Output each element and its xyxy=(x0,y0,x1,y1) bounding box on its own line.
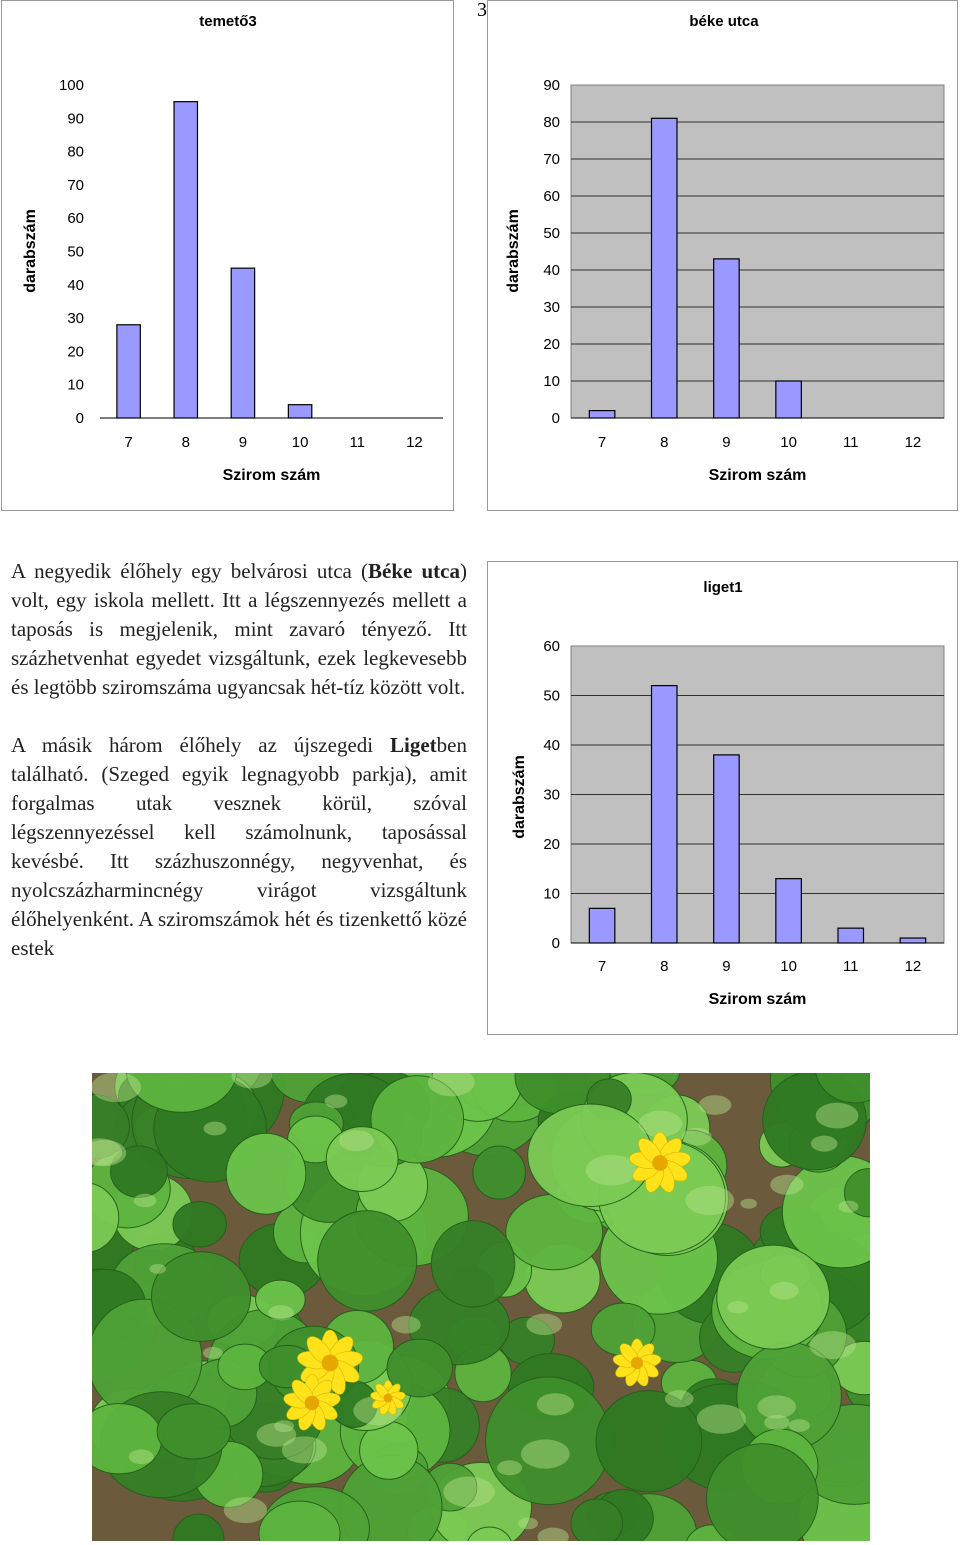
leaf-highlight xyxy=(770,1282,799,1299)
leaf-highlight xyxy=(339,1130,374,1151)
leaf-highlight xyxy=(665,1390,694,1407)
x-tick-label: 7 xyxy=(597,958,607,975)
paragraph-beke-utca: A negyedik élőhely egy belvárosi utca (Béke utca) volt, egy iskola mellett. Itt a légszennyezés mellett a taposás is megjelenik, mint zavaró tényező. Itt százhetvenhat egyedet vizsgáltunk, ezek legkevesebb és legtöbb sziromszáma ugyancsak hét-tíz között volt. xyxy=(11,559,467,699)
y-tick-label: 50 xyxy=(67,243,84,261)
x-tick-label: 7 xyxy=(597,434,607,451)
y-tick-label: 20 xyxy=(543,836,560,853)
body-text xyxy=(11,557,467,963)
flower-center xyxy=(384,1394,393,1403)
x-tick-label: 8 xyxy=(660,434,669,451)
y-tick-label: 0 xyxy=(551,935,560,952)
bar xyxy=(652,118,677,418)
bar xyxy=(900,938,925,943)
y-tick-label: 20 xyxy=(543,336,560,353)
leaf-highlight xyxy=(699,1095,732,1115)
leaf xyxy=(157,1404,230,1459)
plot-area xyxy=(571,85,944,418)
bar xyxy=(714,259,739,418)
y-tick-label: 30 xyxy=(543,299,560,316)
y-tick-label: 60 xyxy=(543,188,560,205)
chart-temeto3 xyxy=(1,0,454,511)
y-tick-label: 40 xyxy=(67,276,84,294)
leaf xyxy=(318,1211,417,1311)
bar xyxy=(589,908,614,943)
x-tick-label: 10 xyxy=(291,434,309,451)
y-tick-label: 20 xyxy=(67,343,84,361)
y-tick-label: 30 xyxy=(67,310,84,328)
bar xyxy=(589,411,614,418)
leaf-highlight xyxy=(697,1404,746,1433)
x-tick-label: 8 xyxy=(181,434,190,451)
leaf xyxy=(473,1146,526,1199)
x-tick-label: 8 xyxy=(660,958,669,975)
leaf xyxy=(226,1133,306,1214)
x-tick-label: 11 xyxy=(349,434,366,451)
leaf-highlight xyxy=(811,1136,838,1152)
leaf-highlight xyxy=(682,1128,712,1146)
x-tick-label: 11 xyxy=(842,434,859,451)
bar xyxy=(838,928,863,943)
bar xyxy=(714,755,739,943)
leaf-highlight xyxy=(443,1476,494,1507)
leaf-highlight xyxy=(150,1264,166,1274)
plot-area xyxy=(100,85,443,418)
leaf xyxy=(431,1221,514,1307)
leaf-highlight xyxy=(203,1347,223,1359)
leaf xyxy=(717,1245,830,1349)
x-tick-label: 10 xyxy=(780,434,797,451)
leaf-highlight xyxy=(92,1073,141,1102)
x-tick-label: 12 xyxy=(904,434,922,451)
y-tick-label: 80 xyxy=(543,114,560,131)
leaf-highlight xyxy=(740,1199,757,1209)
bar xyxy=(288,405,311,418)
chart-svg xyxy=(2,1,453,510)
x-tick-label: 12 xyxy=(406,434,423,451)
flower-center xyxy=(305,1396,320,1411)
x-tick-label: 7 xyxy=(124,434,133,451)
celandine-photo xyxy=(92,1073,870,1541)
leaf-highlight xyxy=(204,1122,227,1136)
y-tick-label: 40 xyxy=(543,262,560,279)
y-tick-label: 30 xyxy=(543,786,560,804)
y-tick-label: 60 xyxy=(67,210,84,228)
leaf-highlight xyxy=(268,1305,293,1320)
x-axis-title: Szirom szám xyxy=(222,467,321,484)
leaf-highlight xyxy=(770,1175,803,1195)
bar xyxy=(174,102,197,418)
x-tick-label: 11 xyxy=(842,958,859,975)
leaf-highlight xyxy=(809,1331,856,1359)
leaf xyxy=(173,1202,226,1247)
y-tick-label: 100 xyxy=(58,77,84,94)
y-tick-label: 90 xyxy=(543,77,560,94)
y-axis-title: darabszám xyxy=(505,209,522,293)
x-tick-label: 9 xyxy=(722,958,731,975)
chart-title: liget1 xyxy=(703,579,743,596)
y-axis-title: darabszám xyxy=(511,755,528,839)
y-tick-label: 10 xyxy=(67,376,84,394)
bar xyxy=(776,879,801,943)
chart-svg xyxy=(488,1,957,510)
x-tick-label: 12 xyxy=(904,958,922,975)
y-tick-label: 50 xyxy=(543,225,560,242)
y-tick-label: 90 xyxy=(67,110,84,128)
leaf-highlight xyxy=(497,1460,522,1475)
y-tick-label: 60 xyxy=(543,638,560,655)
leaf-highlight xyxy=(537,1393,574,1415)
x-tick-label: 10 xyxy=(780,958,797,975)
leaf xyxy=(152,1252,251,1342)
y-tick-label: 80 xyxy=(67,143,84,161)
leaf-highlight xyxy=(685,1186,734,1215)
y-tick-label: 10 xyxy=(543,885,560,903)
y-axis-title: darabszám xyxy=(22,209,39,293)
x-tick-label: 9 xyxy=(722,434,731,451)
chart-svg xyxy=(488,562,957,1034)
leaf-highlight xyxy=(521,1439,570,1468)
chart-title: béke utca xyxy=(689,13,759,30)
leaf-highlight xyxy=(134,1194,156,1207)
bar xyxy=(776,381,801,418)
y-tick-label: 40 xyxy=(543,737,560,754)
y-tick-label: 70 xyxy=(67,176,84,194)
leaf-highlight xyxy=(789,1419,810,1432)
y-tick-label: 0 xyxy=(75,410,84,427)
x-axis-title: Szirom szám xyxy=(708,991,807,1008)
page-number: 3 xyxy=(477,0,487,21)
bar xyxy=(117,325,140,418)
flower-center xyxy=(652,1155,668,1171)
y-tick-label: 0 xyxy=(551,410,560,427)
leaf xyxy=(571,1499,623,1541)
celandine-photo-image xyxy=(92,1073,870,1541)
flower-center xyxy=(631,1357,643,1369)
leaf-highlight xyxy=(816,1103,859,1129)
chart-title: temető3 xyxy=(199,13,257,30)
leaf-highlight xyxy=(392,1316,421,1334)
leaf-highlight xyxy=(757,1395,796,1418)
y-tick-label: 50 xyxy=(543,687,560,705)
x-tick-label: 9 xyxy=(238,434,248,451)
leaf-highlight xyxy=(586,1155,637,1186)
leaf-highlight xyxy=(526,1314,562,1335)
leaf-highlight xyxy=(129,1449,154,1464)
x-axis-title: Szirom szám xyxy=(708,467,807,484)
bar xyxy=(652,686,677,943)
chart-liget1 xyxy=(487,561,958,1035)
bar xyxy=(231,268,254,418)
flower-center xyxy=(322,1355,339,1372)
chart-beke-utca xyxy=(487,0,958,511)
paragraph-liget: A másik három élőhely az újszegedi Ligetben található. (Szeged egyik legnagyobb parkja), amit forgalmas utak vesznek körül, szóval légszennyezéssel kell számolnunk, taposással kevésbé. Itt százhuszonnégy, negyvenhat, és nyolcszázharmincnégy virágot vizsgáltunk élőhelyenként. A sziromszámok hét és tizenkettő közé estek xyxy=(11,733,467,960)
y-tick-label: 10 xyxy=(543,373,560,390)
leaf-highlight xyxy=(727,1301,748,1313)
leaf-highlight xyxy=(839,1201,859,1213)
leaf-highlight xyxy=(325,1094,348,1108)
y-tick-label: 70 xyxy=(543,151,560,168)
leaf-highlight xyxy=(257,1423,297,1447)
leaf-highlight xyxy=(224,1497,267,1523)
leaf-highlight xyxy=(518,1518,538,1530)
